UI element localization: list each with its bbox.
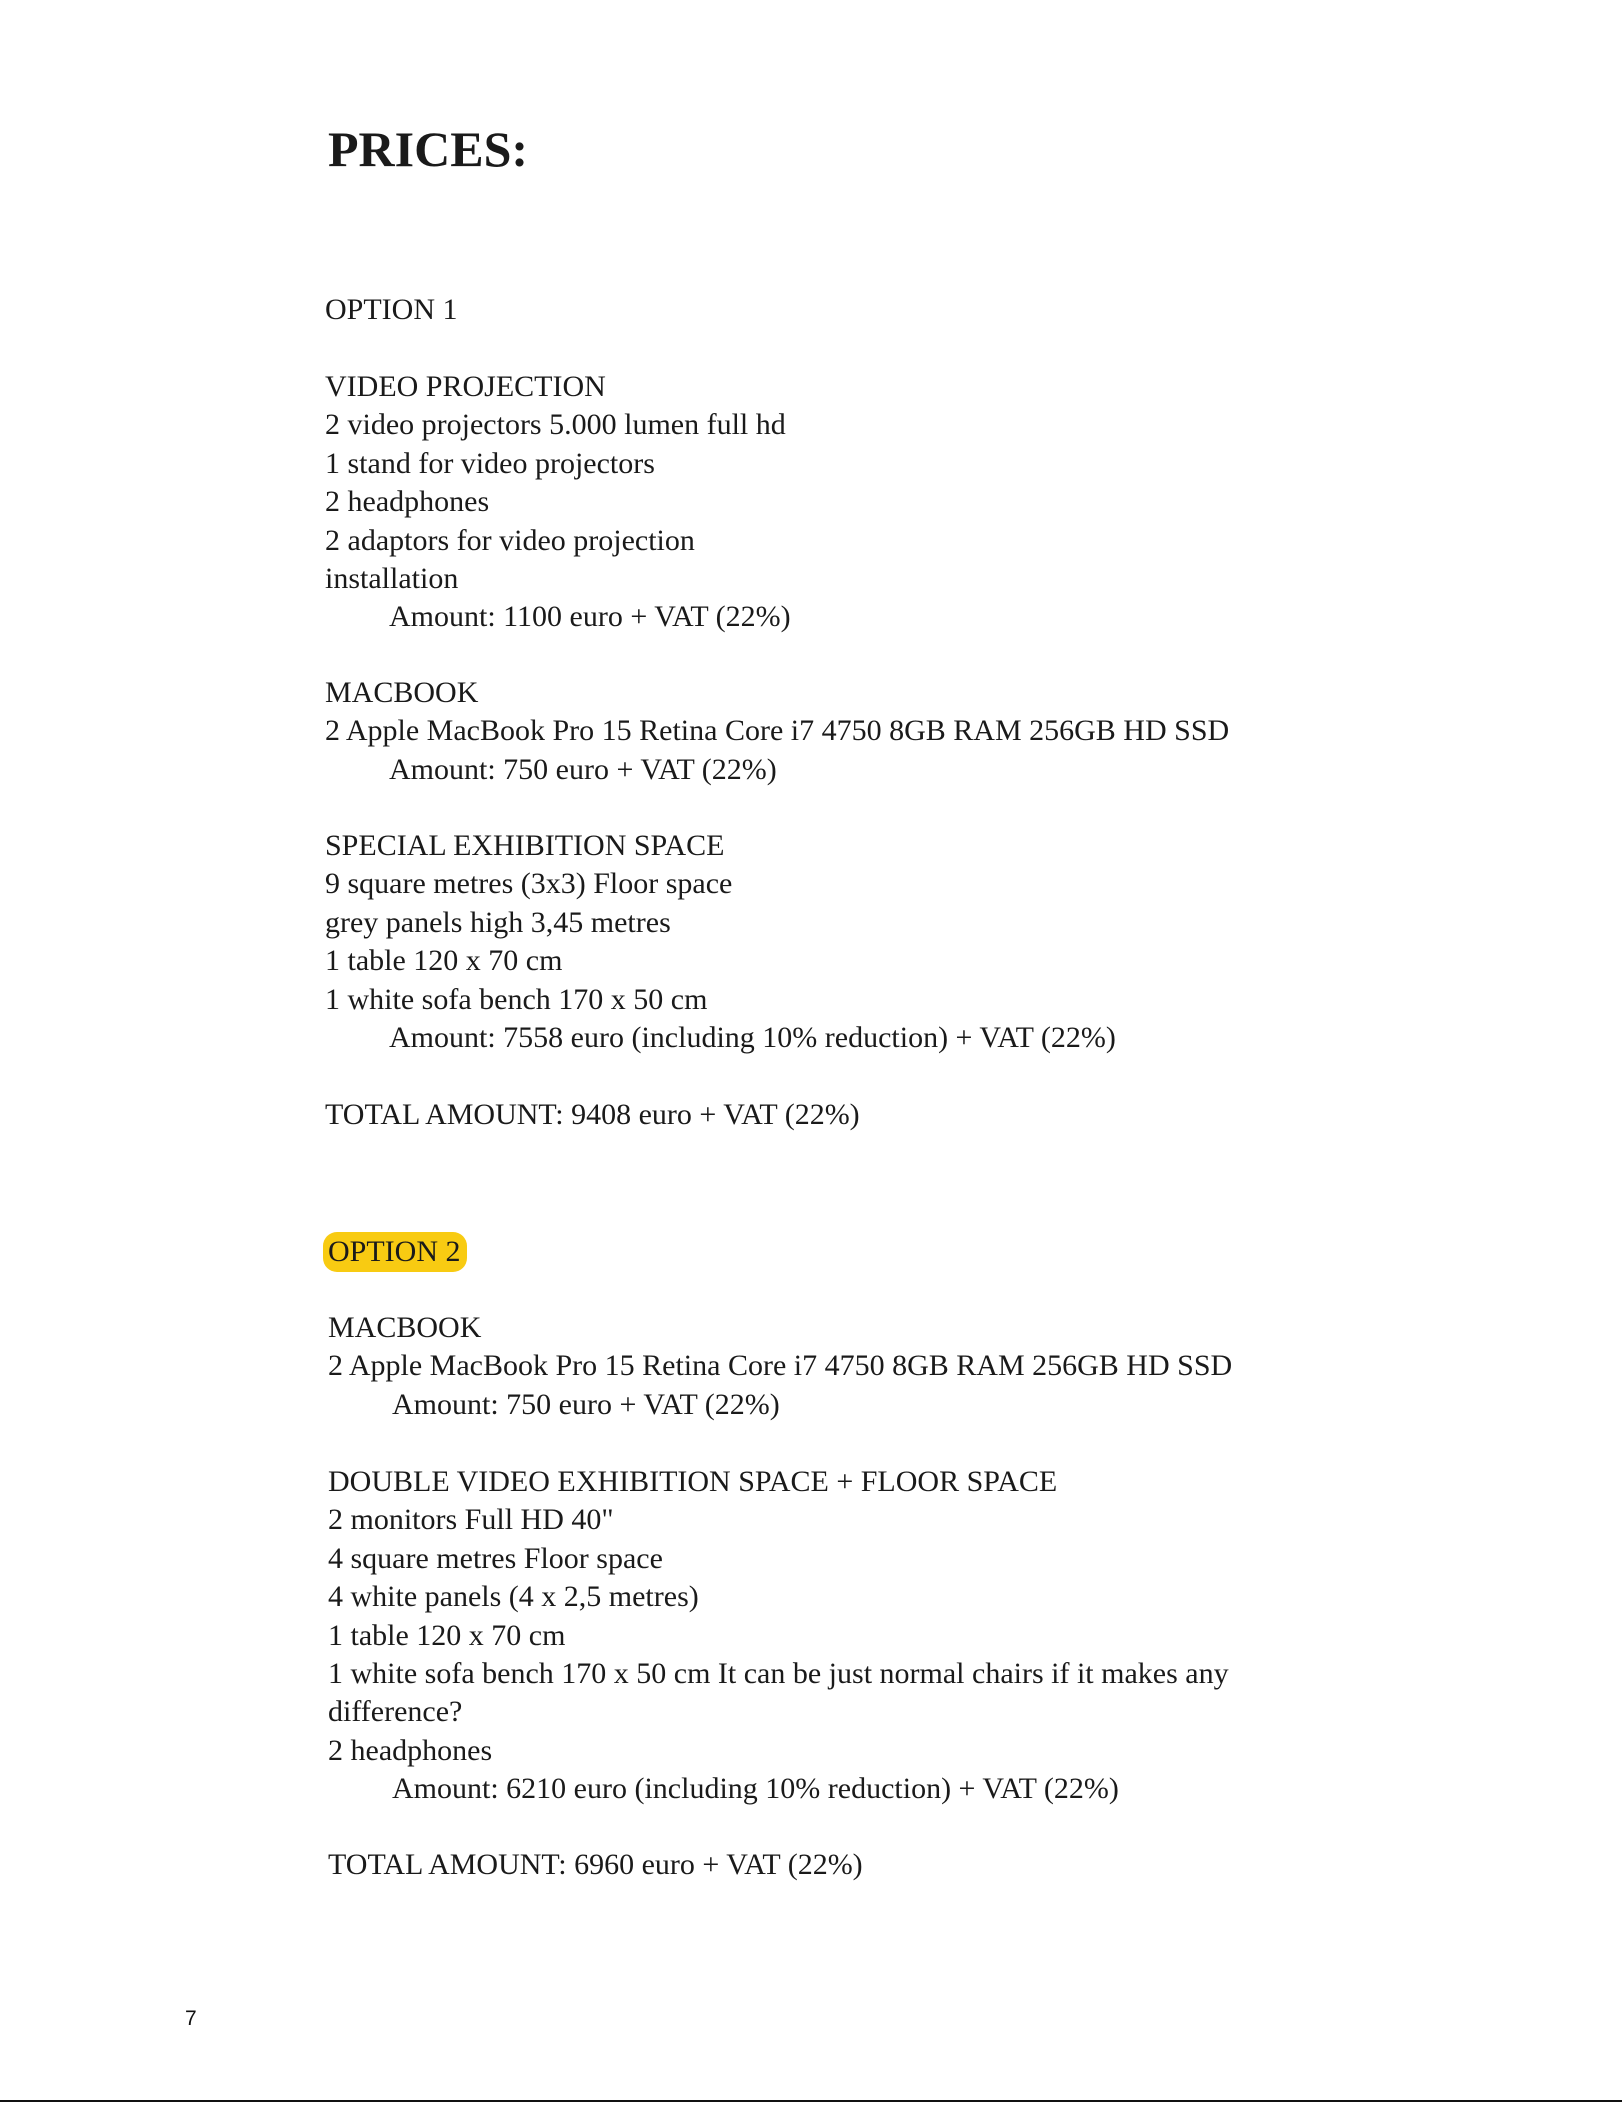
option1-video-amount: Amount: 1100 euro + VAT (22%) [389, 600, 791, 634]
list-item: 2 headphones [325, 485, 490, 519]
list-item: grey panels high 3,45 metres [325, 905, 671, 939]
page-number: 7 [185, 2007, 197, 2030]
option1-video-block [325, 368, 791, 637]
option2-space-heading: DOUBLE VIDEO EXHIBITION SPACE + FLOOR SPACE [328, 1465, 1058, 1498]
page-title: PRICES: [328, 121, 529, 177]
option1-total: TOTAL AMOUNT: 9408 euro + VAT (22%) [325, 1098, 860, 1131]
option2-space-amount: Amount: 6210 euro (including 10% reduction) + VAT (22%) [392, 1772, 1119, 1806]
option2-label: OPTION 2 [323, 1232, 467, 1272]
option1-macbook-heading: MACBOOK [325, 676, 479, 709]
option2-label-block [328, 1232, 467, 1270]
list-item: 2 headphones [328, 1733, 493, 1767]
list-item: 4 white panels (4 x 2,5 metres) [328, 1580, 699, 1614]
list-item: installation [325, 561, 459, 595]
list-item: 1 white sofa bench 170 x 50 cm [325, 982, 708, 1016]
option1-macbook-amount: Amount: 750 euro + VAT (22%) [389, 752, 777, 786]
option1-label-block [325, 291, 458, 329]
option1-label: OPTION 1 [325, 293, 458, 326]
option1-total-block [325, 1096, 860, 1134]
list-item: 2 video projectors 5.000 lumen full hd [325, 408, 786, 442]
bottom-rule [0, 2100, 1622, 2102]
list-item: 2 Apple MacBook Pro 15 Retina Core i7 4750 8GB RAM 256GB HD SSD [328, 1349, 1233, 1383]
option2-space-block [328, 1463, 1229, 1809]
list-item: 2 adaptors for video projection [325, 523, 695, 557]
list-item: 9 square metres (3x3) Floor space [325, 867, 733, 901]
list-item: 1 table 120 x 70 cm [328, 1618, 566, 1652]
list-item: 1 table 120 x 70 cm [325, 944, 563, 978]
option1-video-heading: VIDEO PROJECTION [325, 370, 606, 403]
list-item: 2 Apple MacBook Pro 15 Retina Core i7 4750 8GB RAM 256GB HD SSD [325, 714, 1230, 748]
list-item: difference? [328, 1695, 463, 1729]
option1-space-amount: Amount: 7558 euro (including 10% reduction) + VAT (22%) [389, 1020, 1116, 1054]
option2-macbook-amount: Amount: 750 euro + VAT (22%) [392, 1387, 780, 1421]
list-item: 1 stand for video projectors [325, 446, 655, 480]
option2-macbook-block [328, 1309, 1232, 1424]
option1-space-block [325, 827, 1116, 1057]
list-item: 2 monitors Full HD 40" [328, 1503, 614, 1537]
option1-space-heading: SPECIAL EXHIBITION SPACE [325, 829, 725, 862]
option2-total-block [328, 1846, 863, 1884]
list-item: 4 square metres Floor space [328, 1541, 663, 1575]
option2-total: TOTAL AMOUNT: 6960 euro + VAT (22%) [328, 1848, 863, 1881]
list-item: 1 white sofa bench 170 x 50 cm It can be just normal chairs if it makes any [328, 1656, 1229, 1690]
option1-macbook-block [325, 674, 1229, 789]
option2-macbook-heading: MACBOOK [328, 1311, 482, 1344]
